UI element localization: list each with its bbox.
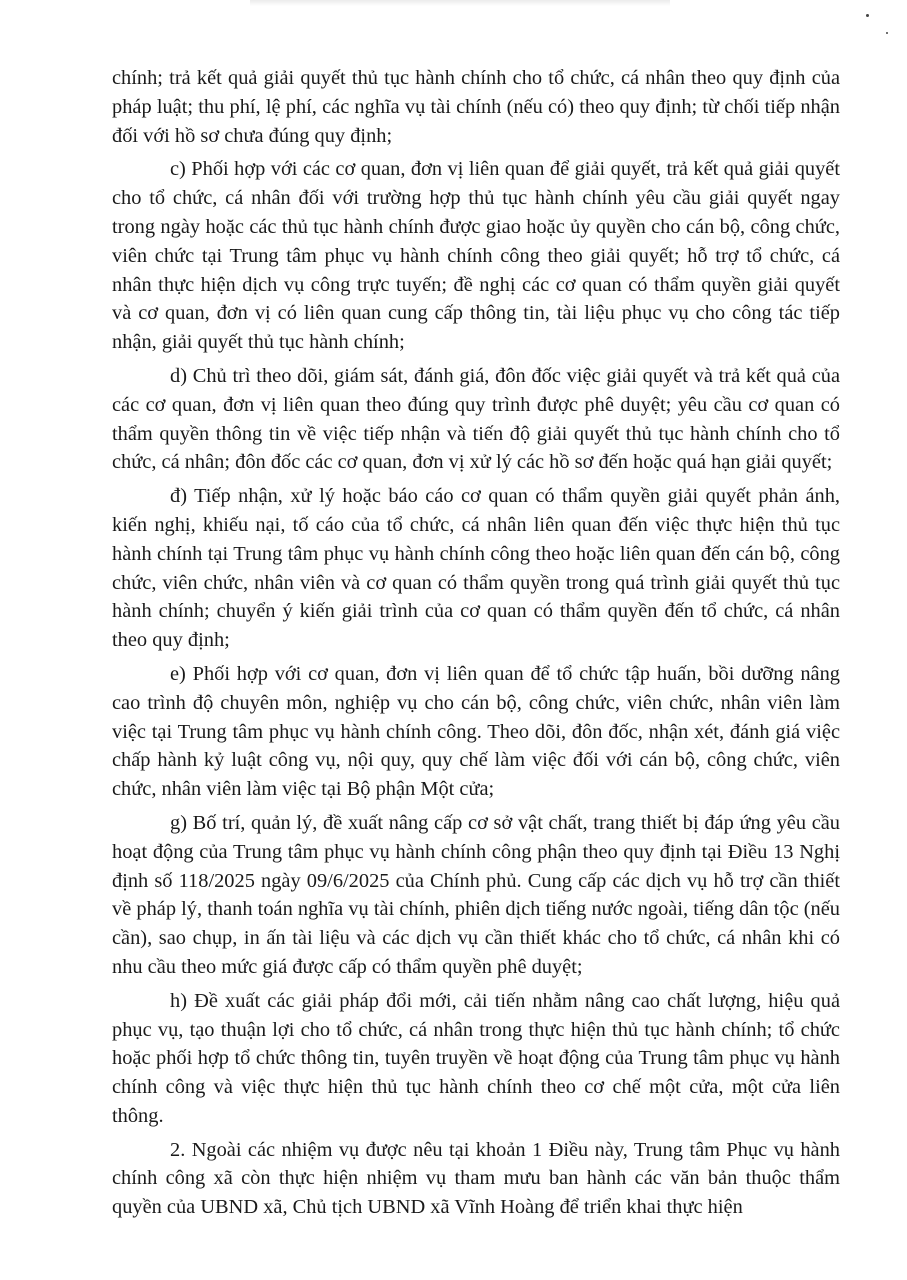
paragraph-item-c: c) Phối hợp với các cơ quan, đơn vị liên quan để giải quyết, trả kết quả giải quyết cho tổ chức, cá nhân đối với trường hợp thủ tục hành chính yêu cầu giải quyết ngay trong ngày hoặc các thủ tục hành chính được giao hoặc ủy quyền cho cán bộ, công chức, viên chức tại Trung tâm phục vụ hành chính công theo giải quyết; hỗ trợ tổ chức, cá nhân thực hiện dịch vụ công trực tuyến; đề nghị các cơ quan có thẩm quyền giải quyết và cơ quan, đơn vị có liên quan cung cấp thông tin, tài liệu phục vụ cho công tác tiếp nhận, giải quyết thủ tục hành chính; — [112, 158, 840, 354]
paragraph-item-h: h) Đề xuất các giải pháp đổi mới, cải tiến nhằm nâng cao chất lượng, hiệu quả phục vụ, tạo thuận lợi cho tổ chức, cá nhân trong thực hiện thủ tục hành chính; tổ chức hoặc phối hợp tổ chức thông tin, tuyên truyền về hoạt động của Trung tâm phục vụ hành chính công và việc thực hiện thủ tục hành chính theo cơ chế một cửa, một cửa liên thông. — [112, 989, 840, 1127]
paragraph-clause-2: 2. Ngoài các nhiệm vụ được nêu tại khoản 1 Điều này, Trung tâm Phục vụ hành chính công xã còn thực hiện nhiệm vụ tham mưu ban hành các văn bản thuộc thẩm quyền của UBND xã, Chủ tịch UBND xã Vĩnh Hoàng để triển khai thực hiện — [112, 1138, 840, 1219]
scan-speck — [886, 32, 888, 34]
paragraph-item-g: g) Bố trí, quản lý, đề xuất nâng cấp cơ sở vật chất, trang thiết bị đáp ứng yêu cầu hoạt động của Trung tâm phục vụ hành chính công phận theo quy định tại Điều 13 Nghị định số 118/2025 ngày 09/6/2025 của Chính phủ. Cung cấp các dịch vụ hỗ trợ cần thiết về pháp lý, thanh toán nghĩa vụ tài chính, phiên dịch tiếng nước ngoài, tiếng dân tộc (nếu cần), sao chụp, in ấn tài liệu và các dịch vụ cần thiết khác cho tổ chức, cá nhân khi có nhu cầu theo mức giá được cấp có thẩm quyền phê duyệt; — [112, 811, 840, 978]
document-body — [112, 64, 840, 1227]
scan-speck — [866, 14, 869, 17]
scan-shadow — [250, 0, 670, 6]
paragraph-continuation: chính; trả kết quả giải quyết thủ tục hành chính cho tổ chức, cá nhân theo quy định của pháp luật; thu phí, lệ phí, các nghĩa vụ tài chính (nếu có) theo quy định; từ chối tiếp nhận đối với hồ sơ chưa đúng quy định; — [112, 67, 840, 147]
paragraph-item-e: e) Phối hợp với cơ quan, đơn vị liên quan để tổ chức tập huấn, bồi dưỡng nâng cao trình độ chuyên môn, nghiệp vụ cho cán bộ, công chức, viên chức, nhân viên làm việc tại Trung tâm phục vụ hành chính công. Theo dõi, đôn đốc, nhận xét, đánh giá việc chấp hành kỷ luật công vụ, nội quy, quy chế làm việc đối với cán bộ, công chức, viên chức, nhân viên làm việc tại Bộ phận Một cửa; — [112, 662, 840, 801]
paragraph-item-d: d) Chủ trì theo dõi, giám sát, đánh giá, đôn đốc việc giải quyết và trả kết quả của các cơ quan, đơn vị liên quan theo đúng quy trình được phê duyệt; yêu cầu cơ quan có thẩm quyền thông tin về việc tiếp nhận và tiến độ giải quyết thủ tục hành chính cho tổ chức, cá nhân; đôn đốc các cơ quan, đơn vị xử lý các hồ sơ đến hoặc quá hạn giải quyết; — [112, 364, 840, 474]
paragraph-item-dd: đ) Tiếp nhận, xử lý hoặc báo cáo cơ quan có thẩm quyền giải quyết phản ánh, kiến nghị, khiếu nại, tố cáo của tổ chức, cá nhân liên quan đến việc thực hiện thủ tục hành chính tại Trung tâm phục vụ hành chính công theo hoặc liên quan đến cán bộ, công chức, viên chức, nhân viên và cơ quan có thẩm quyền trong quá trình giải quyết thủ tục hành chính; chuyển ý kiến giải trình của cơ quan có thẩm quyền đến tổ chức, cá nhân theo quy định; — [112, 485, 840, 652]
